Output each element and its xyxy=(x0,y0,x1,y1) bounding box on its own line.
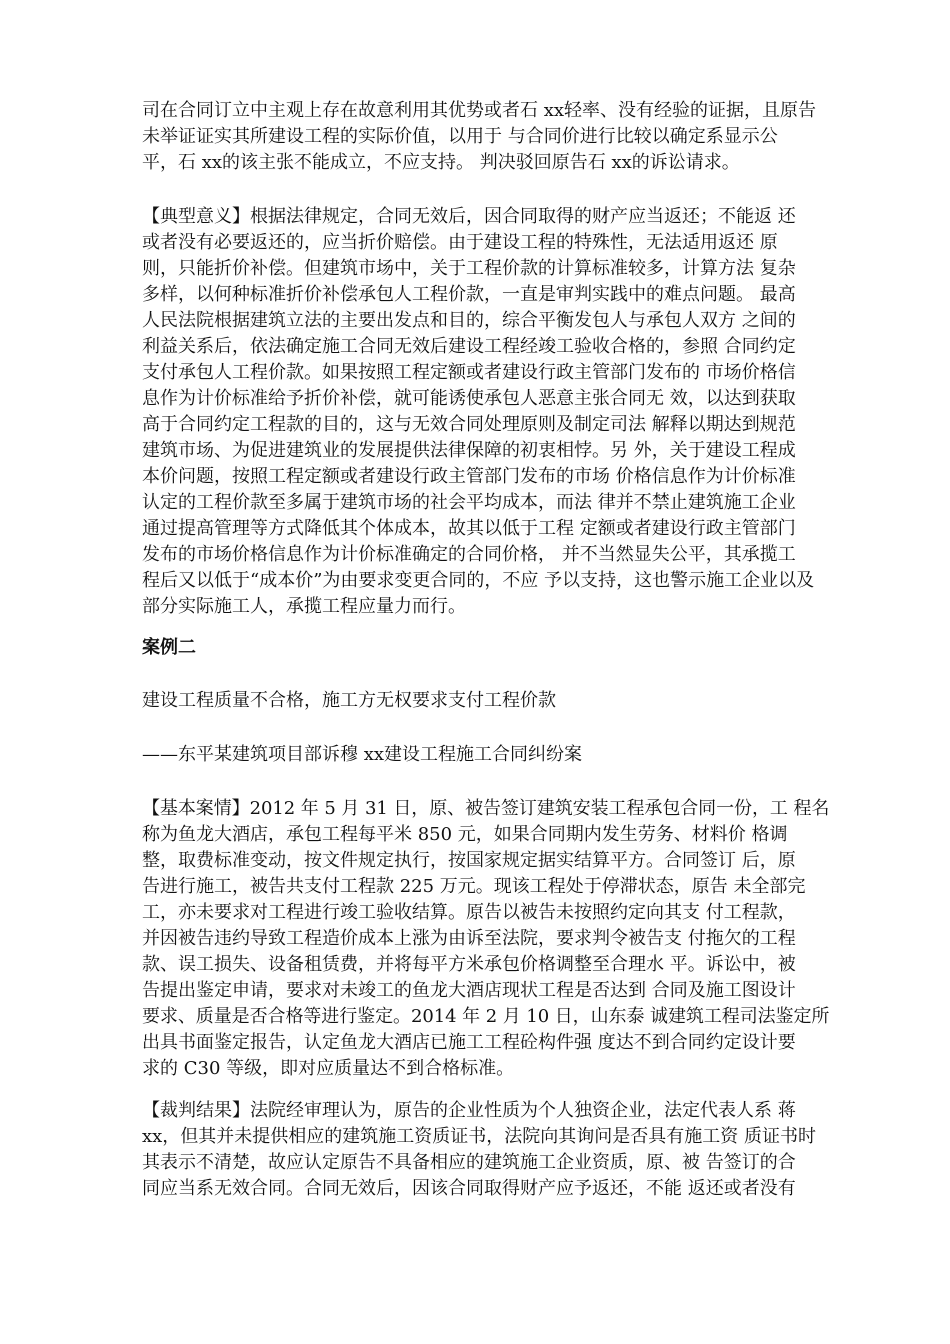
case-subtitle: 建设工程质量不合格，施工方无权要求支付工程价款 xyxy=(142,690,556,711)
text-line: 司在合同订立中主观上存在故意利用其优势或者石 xx轻率、没有经验的证据，且原告 xyxy=(142,100,817,121)
text-line: 息作为计价标准给予折价补偿，就可能诱使承包人恶意主张合同无 效，以达到获取 xyxy=(142,388,796,409)
text-line: 部分实际施工人，承揽工程应量力而行。 xyxy=(142,596,466,617)
text-line: 平，石 xx的该主张不能成立，不应支持。 判决驳回原告石 xx的诉讼请求。 xyxy=(142,152,740,173)
text-line: 未举证证实其所建设工程的实际价值，以用于 与合同价进行比较以确定系显示公 xyxy=(142,126,778,147)
text-line: 并因被告违约导致工程造价成本上涨为由诉至法院，要求判令被告支 付拖欠的工程 xyxy=(142,928,796,949)
text-line: xx，但其并未提供相应的建筑施工资质证书，法院向其询问是否具有施工资 质证书时 xyxy=(142,1126,817,1147)
text-line: 整，取费标准变动，按文件规定执行，按国家规定据实结算平方。合同签订 后，原 xyxy=(142,850,796,871)
text-line: 称为鱼龙大酒店，承包工程每平米 850 元，如果合同期内发生劳务、材料价 格调 xyxy=(142,824,788,845)
section-heading: 案例二 xyxy=(142,637,196,658)
text-line: 出具书面鉴定报告，认定鱼龙大酒店已施工工程砼构件强 度达不到合同约定设计要 xyxy=(142,1032,796,1053)
text-line: 本价问题，按照工程定额或者建设行政主管部门发布的市场 价格信息作为计价标准 xyxy=(142,466,796,487)
text-line: 要求、质量是否合格等进行鉴定。2014 年 2 月 10 日，山东泰 诚建筑工程司法鉴定所 xyxy=(142,1006,830,1027)
text-line: 【裁判结果】法院经审理认为，原告的企业性质为个人独资企业，法定代表人系 蒋 xyxy=(142,1100,796,1121)
text-line: 则，只能折价补偿。但建筑市场中，关于工程价款的计算标准较多，计算方法 复杂 xyxy=(142,258,796,279)
text-line: 【典型意义】根据法律规定，合同无效后，因合同取得的财产应当返还；不能返 还 xyxy=(142,206,796,227)
case-name: ——东平某建筑项目部诉穆 xx建设工程施工合同纠纷案 xyxy=(142,744,583,765)
text-line: 告进行施工，被告共支付工程款 225 万元。现该工程处于停滞状态，原告 未全部完 xyxy=(142,876,806,897)
text-line: 告提出鉴定申请，要求对未竣工的鱼龙大酒店现状工程是否达到 合同及施工图设计 xyxy=(142,980,796,1001)
text-line: 程后又以低于“成本价”为由要求变更合同的，不应 予以支持，这也警示施工企业以及 xyxy=(142,570,815,591)
text-line: 认定的工程价款至多属于建筑市场的社会平均成本，而法 律并不禁止建筑施工企业 xyxy=(142,492,796,513)
text-line: 其表示不清楚，故应认定原告不具备相应的建筑施工企业资质，原、被 告签订的合 xyxy=(142,1152,796,1173)
text-line: 支付承包人工程价款。如果按照工程定额或者建设行政主管部门发布的 市场价格信 xyxy=(142,362,796,383)
text-line: 建筑市场、为促进建筑业的发展提供法律保障的初衷相悖。另 外，关于建设工程成 xyxy=(142,440,796,461)
text-line: 同应当系无效合同。合同无效后，因该合同取得财产应予返还，不能 返还或者没有 xyxy=(142,1178,796,1199)
text-line: 利益关系后，依法确定施工合同无效后建设工程经竣工验收合格的，参照 合同约定 xyxy=(142,336,796,357)
text-line: 工，亦未要求对工程进行竣工验收结算。原告以被告未按照约定向其支 付工程款， xyxy=(142,902,796,923)
text-line: 【基本案情】2012 年 5 月 31 日，原、被告签订建筑安装工程承包合同一份，工 程名 xyxy=(142,798,830,819)
text-line: 或者没有必要返还的，应当折价赔偿。由于建设工程的特殊性，无法适用返还 原 xyxy=(142,232,778,253)
text-line: 通过提高管理等方式降低其个体成本，故其以低于工程 定额或者建设行政主管部门 xyxy=(142,518,796,539)
text-line: 款、误工损失、设备租赁费，并将每平方米承包价格调整至合理水 平。诉讼中，被 xyxy=(142,954,796,975)
text-line: 高于合同约定工程款的目的，这与无效合同处理原则及制定司法 解释以期达到规范 xyxy=(142,414,796,435)
text-line: 多样，以何种标准折价补偿承包人工程价款，一直是审判实践中的难点问题。 最高 xyxy=(142,284,796,305)
text-line: 人民法院根据建筑立法的主要出发点和目的，综合平衡发包人与承包人双方 之间的 xyxy=(142,310,796,331)
text-line: 求的 C30 等级，即对应质量达不到合格标准。 xyxy=(142,1058,515,1079)
text-line: 发布的市场价格信息作为计价标准确定的合同价格， 并不当然显失公平，其承揽工 xyxy=(142,544,796,565)
